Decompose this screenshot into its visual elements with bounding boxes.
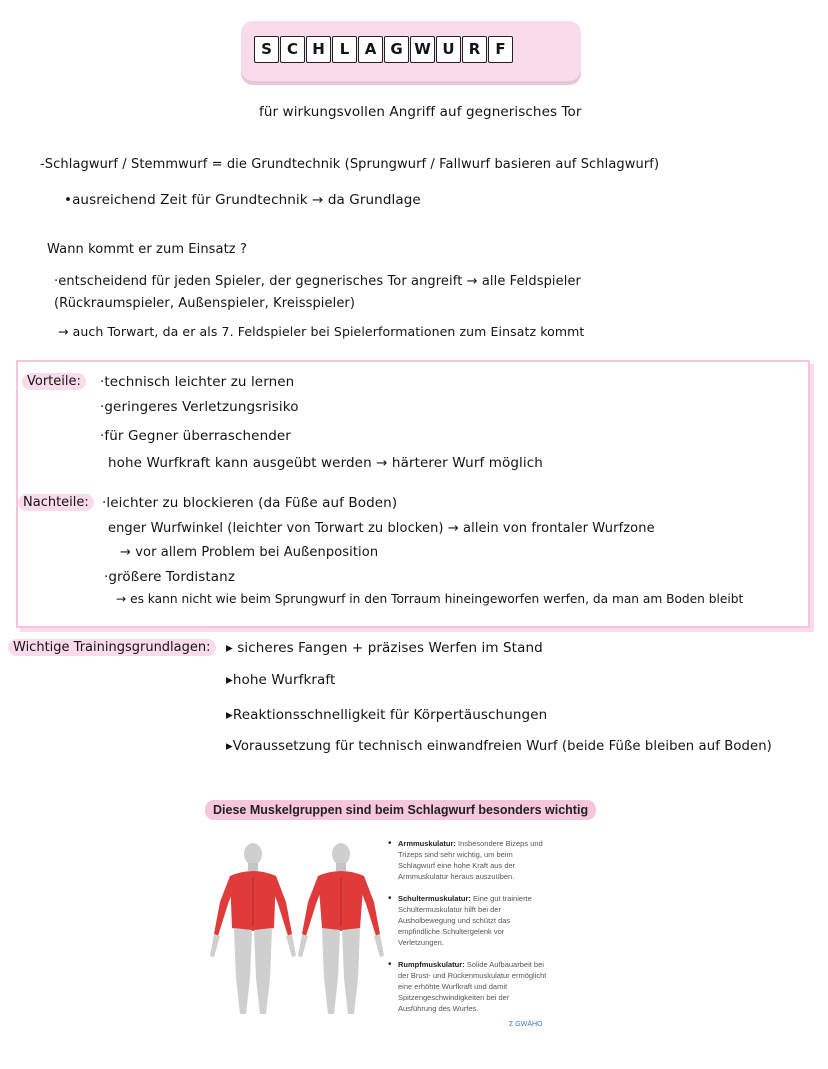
cons-item: → vor allem Problem bei Außenposition: [120, 545, 379, 560]
training-item: ▸ sicheres Fangen + präzises Werfen im Stand: [226, 640, 543, 656]
muscle-list: [388, 838, 548, 1025]
muscle-infographic-title: Diese Muskelgruppen sind beim Schlagwurf besonders wichtig: [205, 800, 596, 820]
cons-item: ·größere Tordistanz: [104, 569, 236, 585]
pros-item: hohe Wurfkraft kann ausgeübt werden → härterer Wurf möglich: [108, 455, 543, 471]
pros-item: ·technisch leichter zu lernen: [100, 374, 295, 390]
page-title: [254, 36, 513, 63]
training-label: Wichtige Trainingsgrundlagen:: [8, 639, 216, 656]
usage-line: ·entscheidend für jeden Spieler, der gegnerisches Tor angreift → alle Feldspieler: [54, 274, 581, 289]
title-letter: C: [280, 36, 305, 63]
list-item: [388, 893, 548, 948]
cons-item: → es kann nicht wie beim Sprungwurf in den Torraum hineingeworfen werfen, da man am Boden bleibt: [116, 592, 744, 606]
muscle-figures: [208, 838, 388, 1018]
usage-heading: Wann kommt er zum Einsatz ?: [47, 242, 247, 257]
front-body-figure: [210, 843, 296, 1014]
muscle-description: Insbesondere Bizeps und Trizeps sind sehr wichtig, um beim Schlagwurf eine hohe Kraft aus der Armmuskulatur heraus auszuüben.: [398, 839, 543, 881]
title-letter: L: [332, 36, 357, 63]
title-letter: H: [306, 36, 331, 63]
training-item: ▸Voraussetzung für technisch einwandfreien Wurf (beide Füße bleiben auf Boden): [226, 739, 772, 754]
brand-logo: Σ GWÄHO: [509, 1021, 543, 1028]
pros-item: ·für Gegner überraschender: [100, 428, 291, 444]
muscle-description: Eine gut trainierte Schultermuskulatur hilft bei der Ausholbewegung und schützt das empfindliche Schultergelenk vor Verletzungen.: [398, 894, 532, 947]
usage-line: (Rückraumspieler, Außenspieler, Kreisspieler): [54, 296, 356, 311]
back-body-figure: [298, 843, 384, 1014]
intro-line: •ausreichend Zeit für Grundtechnik → da Grundlage: [64, 192, 421, 208]
title-letter: U: [436, 36, 461, 63]
subtitle: für wirkungsvollen Angriff auf gegnerisches Tor: [259, 104, 582, 120]
title-letter: R: [462, 36, 487, 63]
title-letter: S: [254, 36, 279, 63]
muscle-name: Rumpfmuskulatur:: [398, 960, 465, 969]
cons-item: ·leichter zu blockieren (da Füße auf Boden): [102, 495, 398, 511]
pros-label: Vorteile:: [22, 373, 86, 390]
title-letter: A: [358, 36, 383, 63]
list-item: [388, 959, 548, 1014]
pros-item: ·geringeres Verletzungsrisiko: [100, 399, 299, 415]
cons-label: Nachteile:: [18, 494, 94, 511]
muscle-name: Armmuskulatur:: [398, 839, 456, 848]
muscle-name: Schultermuskulatur:: [398, 894, 471, 903]
cons-item: enger Wurfwinkel (leichter von Torwart zu blocken) → allein von frontaler Wurfzone: [108, 521, 655, 536]
training-item: ▸Reaktionsschnelligkeit für Körpertäuschungen: [226, 707, 548, 723]
title-letter: G: [384, 36, 409, 63]
title-letter: F: [488, 36, 513, 63]
usage-line: → auch Torwart, da er als 7. Feldspieler bei Spielerformationen zum Einsatz kommt: [58, 324, 585, 339]
list-item: [388, 838, 548, 882]
training-item: ▸hohe Wurfkraft: [226, 672, 336, 688]
muscle-description: Solide Aufbauarbeit bei der Brust- und Rückenmuskulatur ermöglicht eine erhöhte Wurfkraft und damit Spitzengeschwindigkeiten bei der Ausführung des Wurfes.: [398, 960, 547, 1013]
title-letter: W: [410, 36, 435, 63]
intro-line: -Schlagwurf / Stemmwurf = die Grundtechnik (Sprungwurf / Fallwurf basieren auf Schlagwurf): [40, 157, 660, 172]
